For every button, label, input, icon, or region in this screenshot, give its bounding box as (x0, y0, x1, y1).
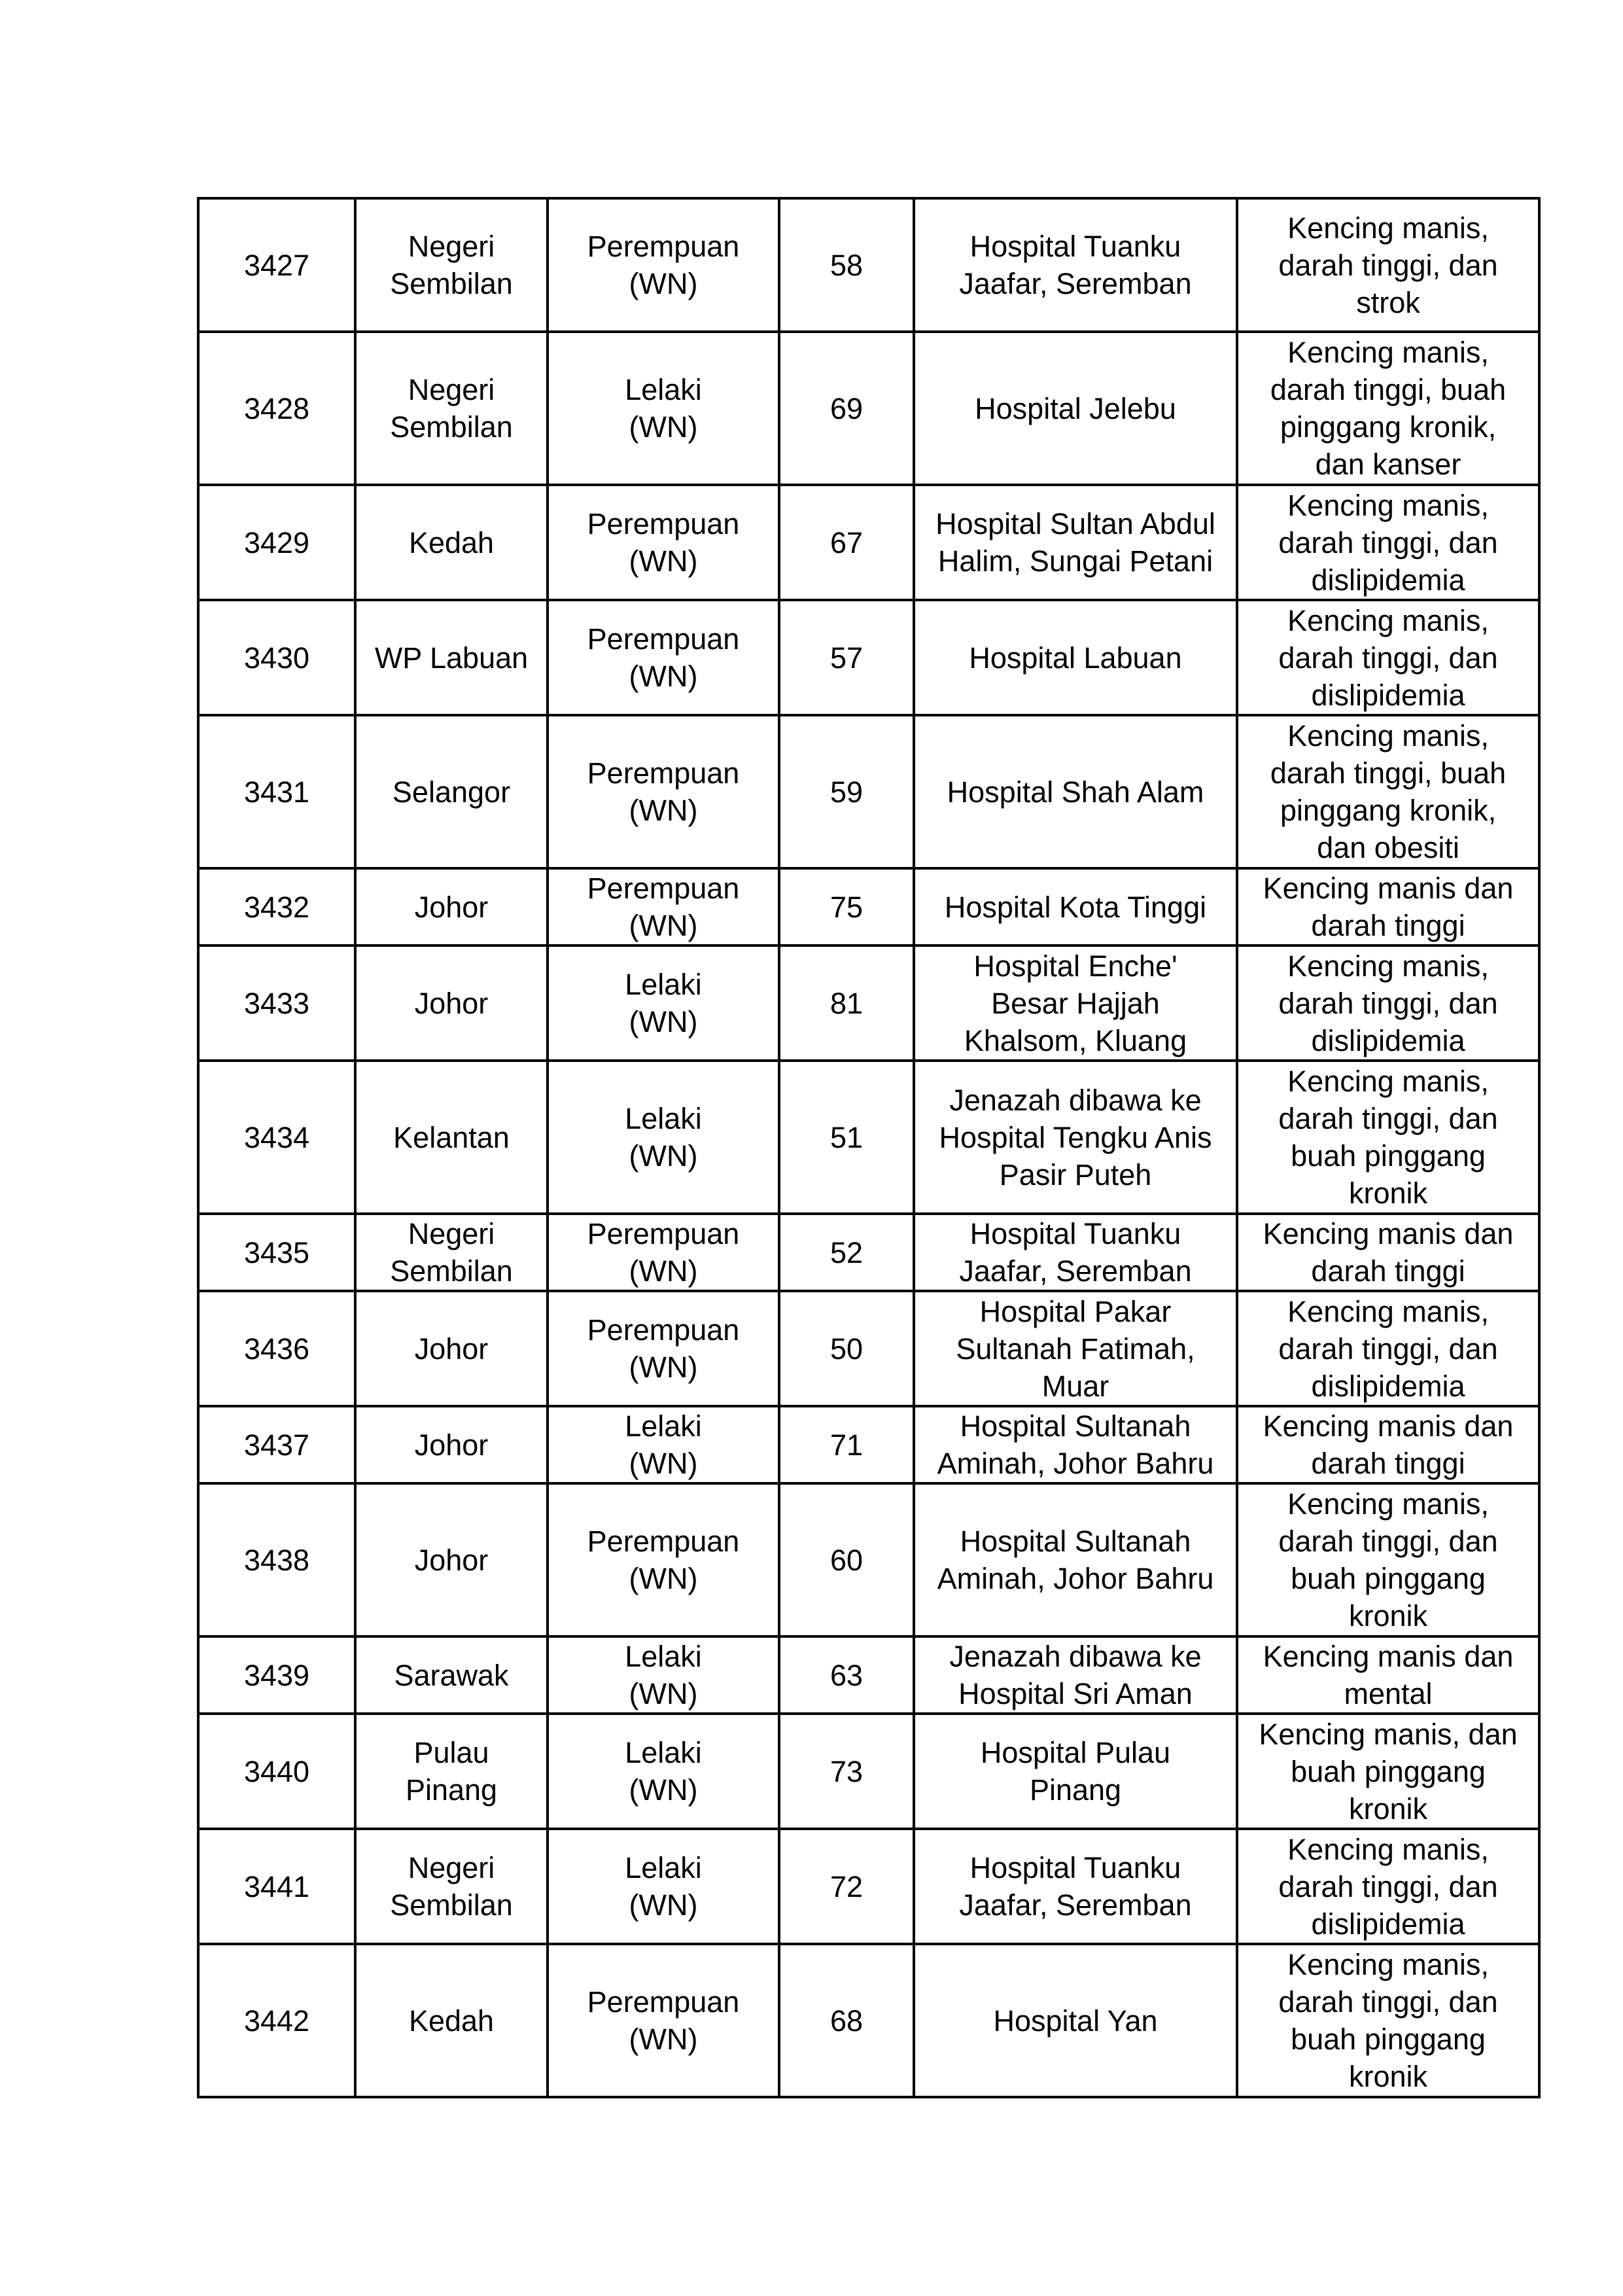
facility-cell (914, 1636, 1237, 1714)
age-cell: 50 (779, 1291, 914, 1406)
comorbidity-cell (1237, 198, 1539, 332)
comorbidity-cell-line: darah tinggi, dan (1278, 641, 1498, 675)
comorbidity-cell-line: dan obesiti (1317, 831, 1459, 864)
gender-cell-line: (WN) (629, 1254, 698, 1288)
comorbidity-cell-line: Kencing manis, (1287, 336, 1489, 369)
gender-cell (548, 1291, 779, 1406)
facility-cell (914, 332, 1237, 485)
comorbidity-cell-line: dislipidemia (1311, 678, 1465, 712)
comorbidity-cell-line: darah tinggi, dan (1278, 248, 1498, 282)
comorbidity-cell-line: Kencing manis, (1287, 603, 1489, 637)
state-cell (355, 600, 548, 715)
comorbidity-cell-line: buah pinggang (1291, 1562, 1486, 1595)
state-cell-line: Johor (414, 890, 489, 924)
state-cell (355, 1714, 548, 1829)
facility-cell-line: Halim, Sungai Petani (937, 544, 1213, 578)
state-cell-line: Kedah (408, 2004, 495, 2038)
comorbidity-cell-line: Kencing manis, (1287, 1948, 1489, 1981)
facility-cell-line: Jenazah dibawa ke (949, 1083, 1202, 1117)
comorbidity-cell (1237, 1406, 1539, 1483)
facility-cell-line: Pinang (1029, 1773, 1122, 1807)
table-row (198, 1483, 1539, 1636)
facility-cell-line: Hospital Shah Alam (947, 775, 1204, 809)
facility-cell-line: Aminah, Johor Bahru (937, 1562, 1214, 1595)
facility-cell-line: Hospital Pulau (980, 1736, 1171, 1769)
table-row (198, 945, 1539, 1061)
gender-cell (548, 1944, 779, 2097)
facility-cell (914, 600, 1237, 715)
case-number-cell: 3430 (198, 600, 355, 715)
facility-cell-line: Hospital Sri Aman (958, 1677, 1193, 1710)
gender-cell-line: Perempuan (587, 507, 740, 540)
gender-cell-line: Perempuan (587, 622, 740, 656)
age-cell: 59 (779, 715, 914, 868)
facility-cell-line: Aminah, Johor Bahru (937, 1447, 1214, 1480)
comorbidity-cell-line: kronik (1348, 1792, 1428, 1826)
comorbidity-cell-line: buah pinggang (1291, 2022, 1486, 2056)
table-row (198, 1636, 1539, 1714)
comorbidity-cell-line: dislipidemia (1311, 1907, 1465, 1941)
state-cell-line: Johor (414, 1543, 489, 1577)
table-row (198, 1829, 1539, 1944)
age-cell: 75 (779, 868, 914, 945)
gender-cell-line: Perempuan (587, 872, 740, 905)
comorbidity-cell-line: kronik (1348, 2060, 1428, 2093)
facility-cell (914, 1714, 1237, 1829)
comorbidity-cell-line: Kencing manis, dan (1259, 1717, 1518, 1751)
comorbidity-cell-line: buah pinggang (1291, 1754, 1486, 1788)
facility-cell-line: Hospital Enche' (973, 949, 1178, 983)
age-cell: 81 (779, 945, 914, 1061)
comorbidity-cell-line: darah tinggi, dan (1278, 1985, 1498, 2019)
state-cell (355, 485, 548, 600)
table-row (198, 1061, 1539, 1214)
comorbidity-cell (1237, 945, 1539, 1061)
age-cell: 51 (779, 1061, 914, 1214)
facility-cell-line: Hospital Sultanah (960, 1525, 1191, 1558)
comorbidity-cell (1237, 485, 1539, 600)
comorbidity-cell-line: Kencing manis, (1287, 1832, 1489, 1866)
table-row (198, 1214, 1539, 1291)
comorbidity-cell-line: darah tinggi (1311, 1254, 1465, 1288)
state-cell-line: Negeri (408, 230, 495, 263)
comorbidity-cell-line: strok (1356, 285, 1420, 319)
facility-cell-line: Sultanah Fatimah, (956, 1332, 1195, 1366)
facility-cell (914, 198, 1237, 332)
case-number-cell: 3434 (198, 1061, 355, 1214)
facility-cell (914, 1291, 1237, 1406)
comorbidity-cell (1237, 1636, 1539, 1714)
comorbidity-cell-line: dislipidemia (1311, 563, 1465, 597)
gender-cell-line: Lelaki (625, 1409, 702, 1443)
case-number-cell: 3442 (198, 1944, 355, 2097)
state-cell (355, 1406, 548, 1483)
comorbidity-cell-line: mental (1344, 1677, 1433, 1710)
state-cell-line: Negeri (408, 373, 495, 406)
facility-cell-line: Hospital Sultan Abdul (935, 507, 1215, 540)
table-row (198, 1714, 1539, 1829)
table-row (198, 1406, 1539, 1483)
age-cell: 71 (779, 1406, 914, 1483)
comorbidity-cell-line: darah tinggi, dan (1278, 1332, 1498, 1366)
state-cell (355, 1483, 548, 1636)
gender-cell-line: (WN) (629, 1139, 698, 1173)
age-cell: 68 (779, 1944, 914, 2097)
age-cell: 52 (779, 1214, 914, 1291)
gender-cell-line: Lelaki (625, 1640, 702, 1673)
comorbidity-cell-line: darah tinggi, buah (1270, 373, 1507, 406)
comorbidity-cell (1237, 600, 1539, 715)
facility-cell (914, 1829, 1237, 1944)
case-table-body (198, 198, 1539, 2097)
state-cell-line: Sembilan (390, 1254, 513, 1288)
facility-cell (914, 1061, 1237, 1214)
case-number-cell: 3432 (198, 868, 355, 945)
gender-cell-line: (WN) (629, 660, 698, 693)
state-cell-line: Sembilan (390, 267, 513, 300)
facility-cell-line: Pasir Puteh (999, 1157, 1152, 1192)
table-row (198, 715, 1539, 868)
facility-cell-line: Hospital Tengku Anis (939, 1120, 1212, 1154)
state-cell-line: Pinang (405, 1773, 498, 1807)
table-row (198, 1291, 1539, 1406)
case-table (197, 197, 1541, 2098)
gender-cell-line: Perempuan (587, 1985, 740, 2019)
comorbidity-cell (1237, 1214, 1539, 1291)
state-cell-line: Selangor (392, 775, 511, 809)
gender-cell-line: Lelaki (625, 373, 702, 406)
gender-cell-line: (WN) (629, 909, 698, 942)
gender-cell-line: (WN) (629, 1447, 698, 1480)
gender-cell-line: (WN) (629, 1773, 698, 1807)
case-number-cell: 3438 (198, 1483, 355, 1636)
state-cell (355, 1214, 548, 1291)
comorbidity-cell-line: Kencing manis, (1287, 488, 1489, 522)
table-row (198, 485, 1539, 600)
gender-cell (548, 600, 779, 715)
facility-cell-line: Jaafar, Seremban (959, 1888, 1192, 1922)
state-cell (355, 1061, 548, 1214)
facility-cell (914, 1483, 1237, 1636)
comorbidity-cell-line: Kencing manis, (1287, 949, 1489, 983)
facility-cell-line: Jenazah dibawa ke (949, 1640, 1202, 1673)
age-cell: 60 (779, 1483, 914, 1636)
gender-cell-line: Perempuan (587, 230, 740, 263)
comorbidity-cell-line: darah tinggi, buah (1270, 756, 1507, 790)
facility-cell-line: Hospital Tuanku (969, 1851, 1181, 1884)
case-number-cell: 3441 (198, 1829, 355, 1944)
gender-cell-line: Lelaki (625, 1851, 702, 1884)
state-cell-line: WP Labuan (374, 641, 529, 675)
facility-cell-line: Besar Hajjah (991, 986, 1160, 1020)
gender-cell (548, 1483, 779, 1636)
facility-cell-line: Hospital Sultanah (960, 1409, 1191, 1443)
gender-cell (548, 1406, 779, 1483)
facility-cell-line: Hospital Kota Tinggi (944, 890, 1207, 924)
comorbidity-cell (1237, 1829, 1539, 1944)
facility-cell (914, 485, 1237, 600)
gender-cell-line: Perempuan (587, 1313, 740, 1347)
case-number-cell: 3431 (198, 715, 355, 868)
comorbidity-cell-line: Kencing manis, (1287, 211, 1489, 245)
gender-cell (548, 868, 779, 945)
state-cell (355, 945, 548, 1061)
state-cell-line: Johor (414, 986, 489, 1020)
state-cell (355, 1291, 548, 1406)
case-number-cell: 3435 (198, 1214, 355, 1291)
table-row (198, 600, 1539, 715)
comorbidity-cell (1237, 1944, 1539, 2097)
comorbidity-cell-line: darah tinggi, dan (1278, 1869, 1498, 1903)
state-cell-line: Negeri (408, 1851, 495, 1884)
facility-cell-line: Hospital Jelebu (975, 391, 1176, 425)
age-cell: 58 (779, 198, 914, 332)
gender-cell-line: Lelaki (625, 1102, 702, 1135)
state-cell-line: Kelantan (393, 1120, 510, 1154)
comorbidity-cell-line: dislipidemia (1311, 1369, 1465, 1403)
gender-cell-line: (WN) (629, 267, 698, 300)
facility-cell-line: Hospital Tuanku (969, 1217, 1181, 1250)
comorbidity-cell-line: kronik (1348, 1599, 1428, 1633)
comorbidity-cell-line: pinggang kronik, (1280, 794, 1497, 827)
table-row (198, 332, 1539, 485)
age-cell: 67 (779, 485, 914, 600)
facility-cell-line: Hospital Labuan (969, 641, 1182, 675)
age-cell: 57 (779, 600, 914, 715)
facility-cell (914, 945, 1237, 1061)
state-cell (355, 1829, 548, 1944)
comorbidity-cell-line: dan kanser (1315, 448, 1461, 481)
gender-cell-line: (WN) (629, 1888, 698, 1922)
gender-cell-line: (WN) (629, 410, 698, 444)
comorbidity-cell-line: pinggang kronik, (1280, 410, 1497, 444)
comorbidity-cell (1237, 715, 1539, 868)
age-cell: 72 (779, 1829, 914, 1944)
comorbidity-cell (1237, 1061, 1539, 1214)
facility-cell-line: Jaafar, Seremban (959, 267, 1192, 300)
state-cell (355, 1636, 548, 1714)
case-number-cell: 3436 (198, 1291, 355, 1406)
comorbidity-cell-line: kronik (1348, 1176, 1428, 1210)
gender-cell-line: (WN) (629, 2022, 698, 2056)
case-number-cell: 3429 (198, 485, 355, 600)
comorbidity-cell (1237, 868, 1539, 945)
state-cell (355, 868, 548, 945)
comorbidity-cell (1237, 1483, 1539, 1636)
gender-cell (548, 1061, 779, 1214)
facility-cell (914, 1406, 1237, 1483)
state-cell (355, 332, 548, 485)
comorbidity-cell-line: Kencing manis, (1287, 719, 1489, 752)
state-cell-line: Johor (414, 1428, 489, 1462)
comorbidity-cell-line: Kencing manis, (1287, 1487, 1489, 1521)
gender-cell-line: (WN) (629, 1677, 698, 1710)
facility-cell (914, 1214, 1237, 1291)
age-cell: 63 (779, 1636, 914, 1714)
comorbidity-cell (1237, 1714, 1539, 1829)
comorbidity-cell-line: darah tinggi, dan (1278, 1102, 1498, 1135)
comorbidity-cell-line: Kencing manis dan (1263, 1217, 1514, 1250)
facility-cell-line: Muar (1041, 1369, 1109, 1403)
comorbidity-cell-line: dislipidemia (1311, 1023, 1465, 1057)
comorbidity-cell (1237, 332, 1539, 485)
state-cell (355, 198, 548, 332)
state-cell-line: Pulau (413, 1736, 489, 1769)
state-cell-line: Sarawak (394, 1658, 509, 1692)
gender-cell (548, 1714, 779, 1829)
state-cell-line: Sembilan (390, 410, 513, 444)
comorbidity-cell-line: darah tinggi (1311, 1447, 1465, 1480)
facility-cell-line: Jaafar, Seremban (959, 1254, 1192, 1288)
state-cell (355, 1944, 548, 2097)
facility-cell (914, 1944, 1237, 2097)
age-cell: 69 (779, 332, 914, 485)
comorbidity-cell-line: Kencing manis, (1287, 1065, 1489, 1098)
gender-cell (548, 485, 779, 600)
comorbidity-cell-line: darah tinggi, dan (1278, 986, 1498, 1020)
gender-cell (548, 715, 779, 868)
gender-cell-line: (WN) (629, 1562, 698, 1595)
case-number-cell: 3439 (198, 1636, 355, 1714)
gender-cell (548, 1636, 779, 1714)
comorbidity-cell-line: darah tinggi, dan (1278, 525, 1498, 559)
gender-cell (548, 1214, 779, 1291)
state-cell-line: Kedah (408, 525, 495, 559)
age-cell: 73 (779, 1714, 914, 1829)
comorbidity-cell-line: Kencing manis dan (1263, 1409, 1514, 1443)
gender-cell-line: Perempuan (587, 1525, 740, 1558)
gender-cell (548, 332, 779, 485)
gender-cell (548, 198, 779, 332)
table-row (198, 868, 1539, 945)
gender-cell (548, 1829, 779, 1944)
comorbidity-cell (1237, 1291, 1539, 1406)
case-number-cell: 3433 (198, 945, 355, 1061)
comorbidity-cell-line: Kencing manis dan (1263, 1640, 1514, 1673)
comorbidity-cell-line: darah tinggi, dan (1278, 1525, 1498, 1558)
case-number-cell: 3428 (198, 332, 355, 485)
table-row (198, 198, 1539, 332)
gender-cell-line: Perempuan (587, 756, 740, 790)
gender-cell-line: (WN) (629, 1005, 698, 1038)
case-number-cell: 3437 (198, 1406, 355, 1483)
gender-cell (548, 945, 779, 1061)
gender-cell-line: Lelaki (625, 968, 702, 1001)
facility-cell-line: Hospital Tuanku (969, 230, 1181, 263)
facility-cell (914, 715, 1237, 868)
facility-cell-line: Hospital Yan (993, 2004, 1158, 2038)
gender-cell-line: Lelaki (625, 1736, 702, 1769)
case-number-cell: 3440 (198, 1714, 355, 1829)
state-cell (355, 715, 548, 868)
state-cell-line: Johor (414, 1332, 489, 1366)
comorbidity-cell-line: buah pinggang (1291, 1139, 1486, 1173)
table-row (198, 1944, 1539, 2097)
state-cell-line: Negeri (408, 1217, 495, 1250)
case-number-cell: 3427 (198, 198, 355, 332)
comorbidity-cell-line: Kencing manis, (1287, 1294, 1489, 1328)
gender-cell-line: Perempuan (587, 1217, 740, 1250)
facility-cell (914, 868, 1237, 945)
facility-cell-line: Khalsom, Kluang (964, 1023, 1187, 1057)
gender-cell-line: (WN) (629, 544, 698, 578)
comorbidity-cell-line: Kencing manis dan (1263, 872, 1514, 905)
comorbidity-cell-line: darah tinggi (1311, 909, 1465, 942)
gender-cell-line: (WN) (629, 794, 698, 827)
state-cell-line: Sembilan (390, 1888, 513, 1922)
gender-cell-line: (WN) (629, 1351, 698, 1384)
facility-cell-line: Hospital Pakar (979, 1294, 1172, 1328)
